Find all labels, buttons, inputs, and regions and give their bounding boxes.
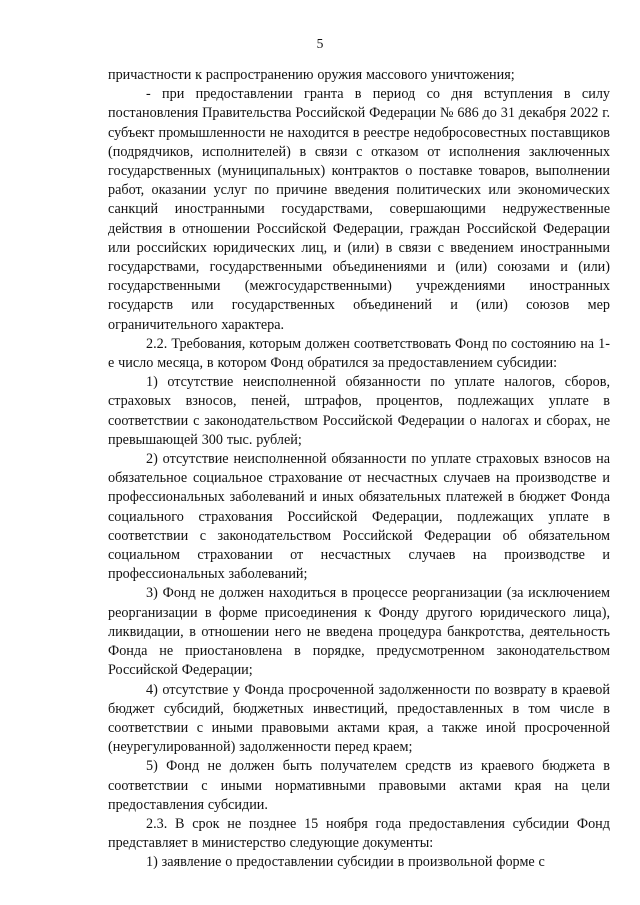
paragraph-requirement-3: 3) Фонд не должен находиться в процессе реорганизации (за исключением реорганизации в форме присоединения к Фонду другого юридического лица), ликвидации, в отношении него не введена процедура банкротства, деятельность Фонда не приостановлена в порядке, предусмотренном законодательством Российской Федерации; (108, 585, 610, 679)
paragraph-grant-sanctions: - при предоставлении гранта в период со дня вступления в силу постановления Правительства Российской Федерации № 686 до 31 декабря 2022 г. субъект промышленности не находится в реестре недобросовестных поставщиков (подрядчиков, исполнителей) в связи с отказом от исполнения заключенных государственных (муниципальных) контрактов о поставке товаров, выполнении работ, оказании услуг по причине введения политических или экономических санкций иностранными государствами, совершающими недружественные действия в отношении Российской Федерации, граждан Российской Федерации или российских юридических лиц, и (или) в связи с введением иностранными государствами, государственными объединениями и (или) союзами и (или) государственными (межгосударственными) учреждениями иностранных государств или государственных объединений и (или) союзов мер ограничительного характера. (108, 86, 610, 333)
paragraph-requirement-5: 5) Фонд не должен быть получателем средств из краевого бюджета в соответствии с иными нормативными правовыми актами края на цели предоставления субсидии. (108, 758, 610, 813)
paragraph-section-2-2: 2.2. Требования, которым должен соответствовать Фонд по состоянию на 1-е число месяца, в котором Фонд обратился за предоставлением субсидии: (108, 335, 610, 372)
paragraph-section-2-3: 2.3. В срок не позднее 15 ноября года предоставления субсидии Фонд представляет в министерство следующие документы: (108, 815, 610, 852)
page-number: 5 (316, 36, 324, 51)
document-body (108, 66, 610, 873)
paragraph-requirement-2: 2) отсутствие неисполненной обязанности по уплате страховых взносов на обязательное социальное страхование от несчастных случаев на производстве и профессиональных заболеваний и иных обязательных платежей в бюджет Фонда социального страхования Российской Федерации, подлежащих уплате в соответствии с законодательством Российской Федерации об обязательном социальном страховании от несчастных случаев на производстве и профессиональных заболеваний; (108, 451, 610, 583)
paragraph-requirement-4: 4) отсутствие у Фонда просроченной задолженности по возврату в краевой бюджет субсидий, бюджетных инвестиций, предоставленных в том числе в соответствии с иными правовыми актами края, а также иной просроченной (неурегулированной) задолженности перед краем; (108, 681, 610, 756)
paragraph-continuation: причастности к распространению оружия массового уничтожения; (108, 67, 515, 83)
paragraph-requirement-1: 1) отсутствие неисполненной обязанности по уплате налогов, сборов, страховых взносов, пеней, штрафов, процентов, подлежащих уплате в соответствии с законодательством Российской Федерации о налогах и сборах, не превышающей 300 тыс. рублей; (108, 374, 610, 448)
paragraph-document-1: 1) заявление о предоставлении субсидии в произвольной форме с (146, 854, 545, 871)
